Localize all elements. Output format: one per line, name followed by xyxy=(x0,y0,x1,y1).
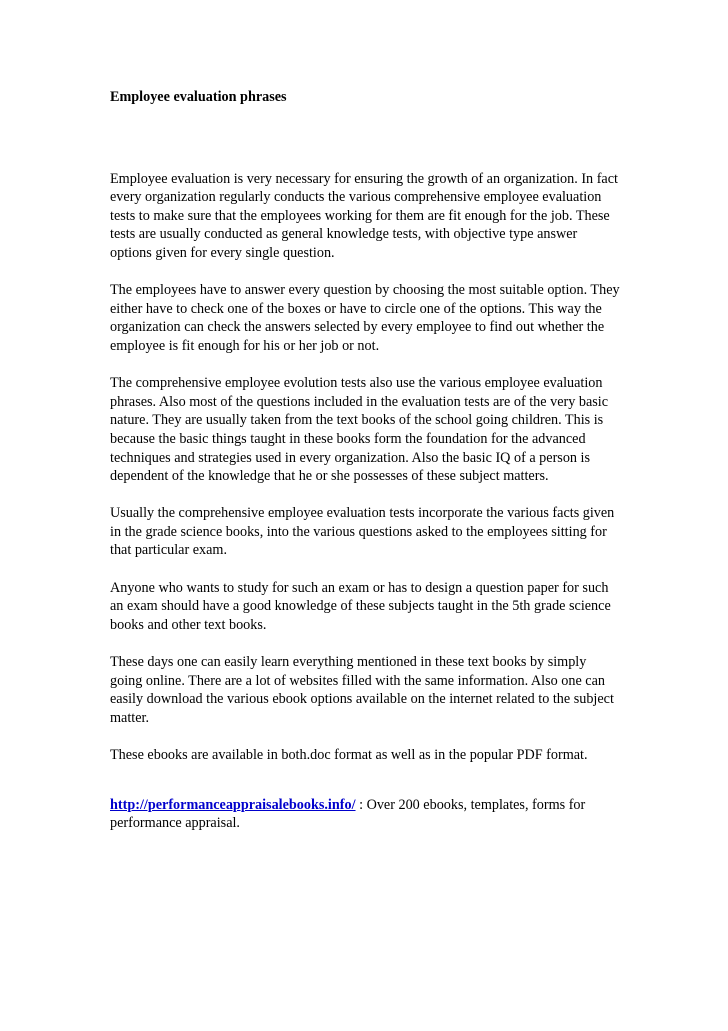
paragraph-5: Anyone who wants to study for such an exam or has to design a question paper for such an exam should have a good knowledge of these subjects taught in the 5th grade science books and other text books. xyxy=(110,579,611,633)
spacer xyxy=(110,765,620,796)
spacer xyxy=(110,634,620,653)
spacer xyxy=(110,486,620,505)
document-title: Employee evaluation phrases xyxy=(110,89,287,105)
paragraph-6: These days one can easily learn everything mentioned in these text books by simply going online. There are a lot of websites filled with the same information. Also one can easily download the various ebook options available on the internet related to the subject matter. xyxy=(110,654,614,726)
spacer xyxy=(110,107,620,170)
paragraph-7: These ebooks are available in both.doc format as well as in the popular PDF format. xyxy=(110,747,588,763)
spacer xyxy=(110,560,620,579)
paragraph-4: Usually the comprehensive employee evaluation tests incorporate the various facts given in the grade science books, into the various questions asked to the employees sitting for that particular exam. xyxy=(110,505,615,559)
footer-promo xyxy=(110,796,620,833)
paragraph-1: Employee evaluation is very necessary for ensuring the growth of an organization. In fact every organization regularly conducts the various comprehensive employee evaluation tests to make sure that the employees working for them are fit enough for the job. These tests are usually conducted as general knowledge tests, with objective type answer options given for every single question. xyxy=(110,170,618,261)
paragraph-3: The comprehensive employee evolution tests also use the various employee evaluation phrases. Also most of the questions included in the evaluation tests are of the very basic nature. They are usually taken from the text books of the school going children. This is because the basic things taught in these books form the foundation for the advanced techniques and strategies used in every organization. Also the basic IQ of a person is dependent of the knowledge that he or she possesses of these subject matters. xyxy=(110,375,609,485)
spacer xyxy=(110,356,620,375)
spacer xyxy=(110,727,620,746)
document-body xyxy=(110,88,620,833)
footer-promo-text: : Over 200 ebooks, templates, forms for performance appraisal. xyxy=(110,796,586,832)
paragraph-2: The employees have to answer every question by choosing the most suitable option. They either have to check one of the boxes or have to circle one of the options. This way the organization can check the answers selected by every employee to find out whether the employee is fit enough for his or her job or not. xyxy=(110,282,620,354)
spacer xyxy=(110,263,620,282)
ebooks-link[interactable]: http://performanceappraisalebooks.info/ xyxy=(110,796,356,813)
